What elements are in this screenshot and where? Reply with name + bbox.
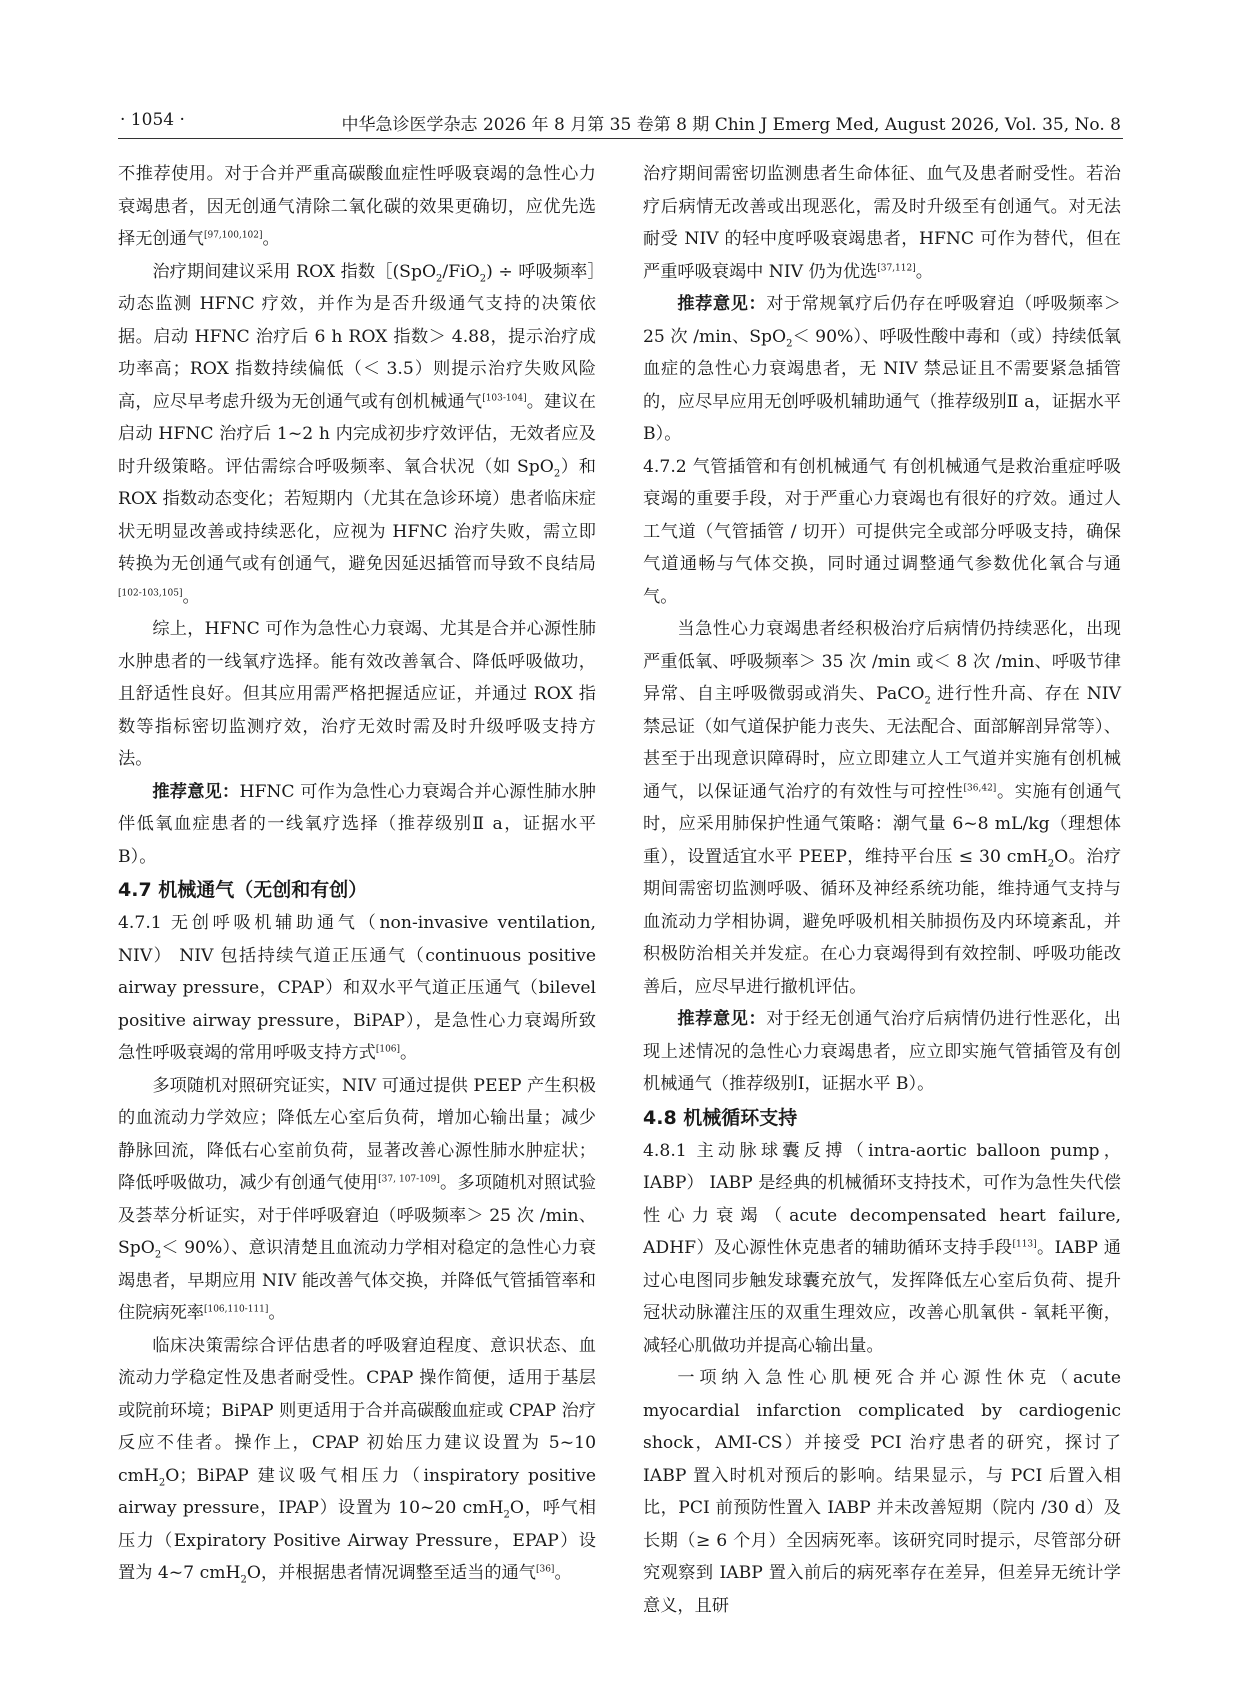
text: 。建议在启动 HFNC 治疗后 1~2 h 内完成初步疗效评估，无效者应及时升级策略。评估需综合呼吸频率、氧合状况（如 SpO — [118, 391, 596, 477]
paragraph — [118, 1070, 596, 1330]
text: 。 — [268, 1303, 286, 1323]
text: 当急性心力衰竭患者经积极治疗后病情仍持续恶化，出现严重低氧、呼吸频率＞ 35 次 /min 或＜ 8 次 /min、呼吸节律异常、自主呼吸微弱或消失、PaCO — [643, 619, 1121, 704]
paragraph — [643, 158, 1121, 288]
recommendation — [643, 1003, 1121, 1101]
text: O。治疗期间需密切监测呼吸、循环及神经系统功能，维持通气支持与血流动力学相协调，避免呼吸机相关肺损伤及内环境紊乱，并积极防治相关并发症。在心力衰竭得到有效控制、呼吸功能改善后，应尽早进行撤机评估。 — [643, 846, 1122, 997]
right-column — [643, 158, 1121, 1622]
text: 不推荐使用。对于合并严重高碳酸血症性呼吸衰竭的急性心力衰竭患者，因无创通气清除二氧化碳的效果更确切，应优先选择无创通气 — [118, 164, 596, 249]
text: 4.8.1 主动脉球囊反搏（intra-aortic balloon pump，IABP） IABP 是经典的机械循环支持技术，可作为急性失代偿性心力衰竭（acute decompensated heart failure, ADHF）及心源性休克患者的辅助循环支持手段 — [643, 1140, 1121, 1258]
text: O；BiPAP 建议吸气相压力（inspiratory positive airway pressure，IPAP）设置为 10~20 cmH — [118, 1465, 596, 1518]
paragraph: 一项纳入急性心肌梗死合并心源性休克（acute myocardial infarction complicated by cardiogenic shock，AMI-CS）并接受 PCI 治疗患者的研究，探讨了 IABP 置入时机对预后的影响。结果显示，与 PCI 后置入相比，PCI 前预防性置入 IABP 并未改善短期（院内 /30 d）及长期（≥ 6 个月）全因病死率。该研究同时提示，尽管部分研究观察到 IABP 置入前后的病死率存在差异，但差异无统计学意义，且研 — [643, 1368, 1121, 1616]
citation: [103-104] — [482, 392, 527, 403]
subscript: 2 — [154, 1249, 162, 1261]
subscript: 2 — [158, 1476, 166, 1488]
citation: [36,42] — [963, 782, 997, 793]
section-heading: 4.7 机械通气（无创和有创） — [118, 879, 368, 901]
text: 。 — [262, 229, 280, 249]
subsection — [643, 1135, 1121, 1363]
paragraph: 综上，HFNC 可作为急性心力衰竭、尤其是合并心源性肺水肿患者的一线氧疗选择。能有效改善氧合、降低呼吸做功，且舒适性良好。但其应用需严格把握适应证，并通过 ROX 指数等指标密切监测疗效，治疗无效时需及时升级呼吸支持方法。 — [118, 619, 596, 769]
recommendation-label: 推荐意见： — [152, 781, 240, 802]
recommendation-label: 推荐意见： — [677, 1009, 767, 1029]
citation: [106] — [375, 1044, 401, 1055]
text: ＜ 90%）、呼吸性酸中毒和（或）持续低氧血症的急性心力衰竭患者，无 NIV 禁忌证且不需要紧急插管的，应尽早应用无创呼吸机辅助通气（推荐级别Ⅱ a，证据水平 B）。 — [643, 326, 1121, 444]
text: 临床决策需综合评估患者的呼吸窘迫程度、意识状态、血流动力学稳定性及患者耐受性。CPAP 操作简便，适用于基层或院前环境；BiPAP 则更适用于合并高碳酸血症或 CPAP 治疗反应不佳者。操作上，CPAP 初始压力建议设置为 5~10 cmH — [118, 1335, 596, 1486]
citation: [97,100,102] — [203, 230, 263, 241]
text: 。 — [182, 586, 200, 607]
text: 进行性升高、存在 NIV 禁忌证（如气道保护能力丧失、无法配合、面部解剖异常等）、甚至于出现意识障碍时，应立即建立人工气道并实施有创机械通气，以保证通气治疗的有效性与可控性 — [643, 684, 1121, 802]
text: 多项随机对照研究证实，NIV 可通过提供 PEEP 产生积极的血流动力学效应；降低左心室后负荷，增加心输出量；减少静脉回流，降低右心室前负荷，显著改善心源性肺水肿症状；降低呼吸做功，减少有创通气使用 — [118, 1075, 596, 1193]
subscript: 2 — [436, 272, 443, 284]
text: 。 — [554, 1563, 572, 1583]
paragraph — [118, 158, 596, 256]
subscript: 2 — [553, 467, 561, 479]
text: 。IABP 通过心电图同步触发球囊充放气，发挥降低左心室后负荷、提升冠状动脉灌注压的双重生理效应，改善心肌氧供 - 氧耗平衡，减轻心肌做功并提高心输出量。 — [643, 1238, 1121, 1356]
subsection-number: 4.7.1 — [118, 913, 171, 933]
subscript: 2 — [479, 272, 487, 284]
text: 治疗期间需密切监测患者生命体征、血气及患者耐受性。若治疗后病情无改善或出现恶化，需及时升级至有创通气。对无法耐受 NIV 的轻中度呼吸衰竭患者，HFNC 可作为替代，但在严重呼吸衰竭中 NIV 仍为优选 — [643, 164, 1121, 282]
section-heading: 4.8 机械循环支持 — [643, 1106, 798, 1129]
text: 。实施有创通气时，应采用肺保护性通气策略：潮气量 6~8 mL/kg（理想体重），设置适宜水平 PEEP，维持平台压 ≤ 30 cmH — [643, 781, 1121, 867]
citation: [37,112] — [877, 262, 916, 273]
page-number: · 1054 · — [120, 110, 185, 130]
recommendation — [118, 776, 596, 874]
subscript: 2 — [786, 337, 793, 349]
recommendation-label: 推荐意见： — [677, 294, 767, 314]
paragraph — [643, 613, 1121, 1003]
text: 对于经无创通气治疗后病情仍进行性恶化，出现上述情况的急性心力衰竭患者，应立即实施气管插管及有创机械通气（推荐级别Ⅰ，证据水平 B）。 — [643, 1009, 1121, 1094]
journal-citation: 中华急诊医学杂志 2026 年 8 月第 35 卷第 8 期 Chin J Emerg Med, August 2026, Vol. 35, No. 8 — [341, 115, 1121, 135]
citation: [113] — [1012, 1239, 1037, 1250]
text: 对于常规氧疗后仍存在呼吸窘迫（呼吸频率＞ 25 次 /min、SpO — [643, 294, 1121, 347]
subscript: 2 — [503, 1509, 510, 1521]
text: ) ÷ 呼吸频率］动态监测 HFNC 疗效，并作为是否升级通气支持的决策依据。启动 HFNC 治疗后 6 h ROX 指数＞ 4.88，提示治疗成功率高；ROX 指数持续偏低（＜ 3.5）则提示治疗失败风险高，应尽早考虑升级为无创通气或有创机械通气 — [118, 261, 596, 412]
paragraph — [118, 1330, 596, 1590]
text: 。多项随机对照试验及荟萃分析证实，对于伴呼吸窘迫（呼吸频率＞ 25 次 /min、SpO — [118, 1173, 596, 1258]
citation: [36] — [535, 1564, 555, 1575]
text: O，呼气相压力（Expiratory Positive Airway Pressure，EPAP）设置为 4~7 cmH — [118, 1498, 596, 1583]
citation: [102-103,105] — [118, 587, 183, 598]
left-column — [118, 158, 596, 1590]
running-header — [118, 108, 1123, 139]
text: O，并根据患者情况调整至适当的通气 — [246, 1563, 536, 1583]
text: 治疗期间建议采用 ROX 指数［(SpO — [152, 261, 437, 282]
text: HFNC 可作为急性心力衰竭合并心源性肺水肿伴低氧血症患者的一线氧疗选择（推荐级别Ⅱ a，证据水平 B）。 — [118, 781, 596, 867]
text: /FiO — [442, 261, 480, 282]
text: ＜ 90%）、意识清楚且血流动力学相对稳定的急性心力衰竭患者，早期应用 NIV 能改善气体交换，并降低气管插管率和住院病死率 — [118, 1238, 596, 1323]
subsection: 4.7.2 气管插管和有创机械通气 有创机械通气是救治重症呼吸衰竭的重要手段，对于严重心力衰竭也有很好的疗效。通过人工气道（气管插管 / 切开）可提供完全或部分呼吸支持，确保气道通畅与气体交换，同时通过调整通气参数优化氧合与通气。 — [643, 456, 1121, 607]
text: 无创呼吸机辅助通气（non-invasive ventilation, NIV） NIV 包括持续气道正压通气（continuous positive airway pressure，CPAP）和双水平气道正压通气（bilevel positive airway pressure，BiPAP），是急性心力衰竭所致急性呼吸衰竭的常用呼吸支持方式 — [118, 913, 596, 1063]
subsection — [118, 907, 596, 1070]
recommendation — [643, 288, 1121, 451]
subscript: 2 — [240, 1574, 247, 1586]
paragraph — [118, 256, 596, 614]
citation: [106,110-111] — [203, 1304, 269, 1315]
subscript: 2 — [1047, 857, 1055, 869]
subscript: 2 — [924, 695, 931, 707]
text: 。 — [400, 1043, 418, 1063]
text: 。 — [915, 261, 933, 282]
text: ）和 ROX 指数动态变化；若短期内（尤其在急诊环境）患者临床症状无明显改善或持续恶化，应视为 HFNC 治疗失败，需立即转换为无创通气或有创通气，避免因延迟插管而导致不良结局 — [118, 456, 596, 574]
citation: [37, 107-109] — [378, 1174, 440, 1185]
